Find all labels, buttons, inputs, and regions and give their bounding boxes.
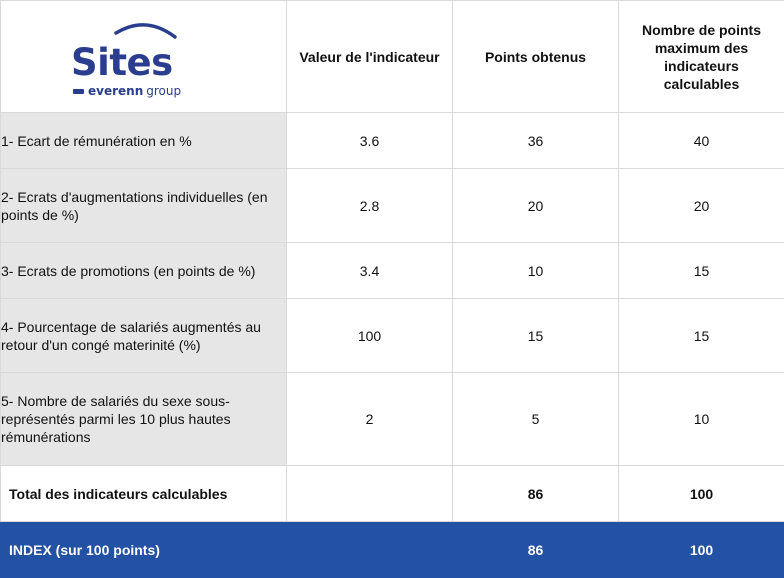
header-row: [1, 1, 784, 113]
total-value-empty: [287, 466, 453, 522]
row-points: 5: [453, 373, 619, 466]
total-label: Total des indicateurs calculables: [1, 466, 287, 522]
row-label: 5- Nombre de salariés du sexe sous-représentés parmi les 10 plus hautes rémunérations: [1, 373, 287, 466]
row-max: 15: [619, 299, 784, 373]
logo-group: group: [146, 84, 182, 98]
logo-cell: [1, 1, 287, 113]
logo-subline: [73, 84, 181, 98]
table-row: [1, 113, 784, 169]
row-label: 2- Ecrats d'augmentations individuelles (en points de %): [1, 169, 287, 243]
total-max: 100: [619, 466, 784, 522]
index-value-empty: [287, 522, 453, 578]
row-max: 40: [619, 113, 784, 169]
header-value: Valeur de l'indicateur: [287, 1, 453, 113]
row-max: 15: [619, 243, 784, 299]
row-value: 3.4: [287, 243, 453, 299]
row-value: 100: [287, 299, 453, 373]
table-row: [1, 169, 784, 243]
table-row: [1, 373, 784, 466]
row-label: 3- Ecrats de promotions (en points de %): [1, 243, 287, 299]
row-value: 2: [287, 373, 453, 466]
index-label: INDEX (sur 100 points): [1, 522, 287, 578]
logo-wordmark: Sites: [71, 41, 173, 84]
logo-brand: everenn: [88, 84, 144, 98]
index-row: [1, 522, 784, 578]
index-max: 100: [619, 522, 784, 578]
header-points: Points obtenus: [453, 1, 619, 113]
index-points: 86: [453, 522, 619, 578]
row-max: 20: [619, 169, 784, 243]
row-points: 15: [453, 299, 619, 373]
total-points: 86: [453, 466, 619, 522]
row-max: 10: [619, 373, 784, 466]
header-max: Nombre de points maximum des indicateurs calculables: [619, 1, 784, 113]
table-row: [1, 299, 784, 373]
row-label: 1- Ecart de rémunération en %: [1, 113, 287, 169]
row-value: 3.6: [287, 113, 453, 169]
row-value: 2.8: [287, 169, 453, 243]
total-row: [1, 466, 784, 522]
logo-bar-icon: [73, 89, 84, 94]
table-row: [1, 243, 784, 299]
row-points: 10: [453, 243, 619, 299]
row-points: 20: [453, 169, 619, 243]
row-label: 4- Pourcentage de salariés augmentés au retour d'un congé materinité (%): [1, 299, 287, 373]
sites-logo: [71, 19, 191, 99]
row-points: 36: [453, 113, 619, 169]
